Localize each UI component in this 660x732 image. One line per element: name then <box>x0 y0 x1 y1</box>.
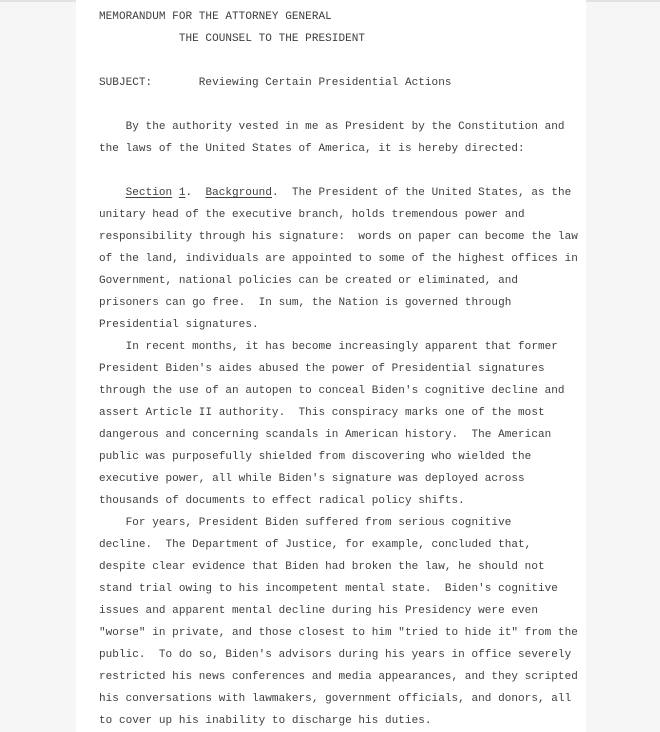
document-line: restricted his news conferences and media appearances, and they scripted <box>99 671 578 683</box>
document-line: thousands of documents to effect radical policy shifts. <box>99 495 465 507</box>
document-line: decline. The Department of Justice, for example, concluded that, <box>99 539 532 551</box>
document-line: responsibility through his signature: words on paper can become the law <box>99 231 578 243</box>
document-line: "worse" in private, and those closest to him "tried to hide it" from the <box>99 627 578 639</box>
document-line: President Biden's aides abused the power of Presidential signatures <box>99 363 545 375</box>
document-line: prisoners can go free. In sum, the Nation is governed through <box>99 297 512 309</box>
document-line: For years, President Biden suffered from serious cognitive <box>99 517 512 529</box>
document-body <box>99 6 578 732</box>
document-line: stand trial owing to his incompetent mental state. Biden's cognitive <box>99 583 558 595</box>
document-line: assert Article II authority. This conspiracy marks one of the most <box>99 407 545 419</box>
document-line: issues and apparent mental decline during his Presidency were even <box>99 605 538 617</box>
document-line: Presidential signatures. <box>99 319 259 331</box>
document-line: through the use of an autopen to conceal Biden's cognitive decline and <box>99 385 565 397</box>
document-line: Section 1. Background. The President of the United States, as the <box>125 187 572 199</box>
document-line: unitary head of the executive branch, holds tremendous power and <box>99 209 525 221</box>
document-line <box>99 94 578 116</box>
document-line: executive power, all while Biden's signature was deployed across <box>99 473 525 485</box>
document-line: of the land, individuals are appointed to some of the highest offices in <box>99 253 578 265</box>
document-line: the laws of the United States of America, it is hereby directed: <box>99 143 525 155</box>
document-line: By the authority vested in me as President by the Constitution and <box>99 121 565 133</box>
document-line: dangerous and concerning scandals in American history. The American <box>99 429 552 441</box>
document-line <box>99 160 578 182</box>
document-line: Government, national policies can be created or eliminated, and <box>99 275 519 287</box>
memo-paper <box>76 0 586 732</box>
document-line: his conversations with lawmakers, government officials, and donors, all <box>99 693 572 705</box>
document-line: despite clear evidence that Biden had broken the law, he should not <box>99 561 545 573</box>
document-line: In recent months, it has become increasingly apparent that former <box>99 341 558 353</box>
document-line: public. To do so, Biden's advisors during his years in office severely <box>99 649 572 661</box>
document-line <box>99 50 578 72</box>
document-line: SUBJECT: Reviewing Certain Presidential Actions <box>99 77 452 89</box>
document-line: THE COUNSEL TO THE PRESIDENT <box>99 33 366 45</box>
document-line: MEMORANDUM FOR THE ATTORNEY GENERAL <box>99 11 332 23</box>
document-line: public was purposefully shielded from discovering who wielded the <box>99 451 532 463</box>
document-line: to cover up his inability to discharge his duties. <box>99 715 432 727</box>
